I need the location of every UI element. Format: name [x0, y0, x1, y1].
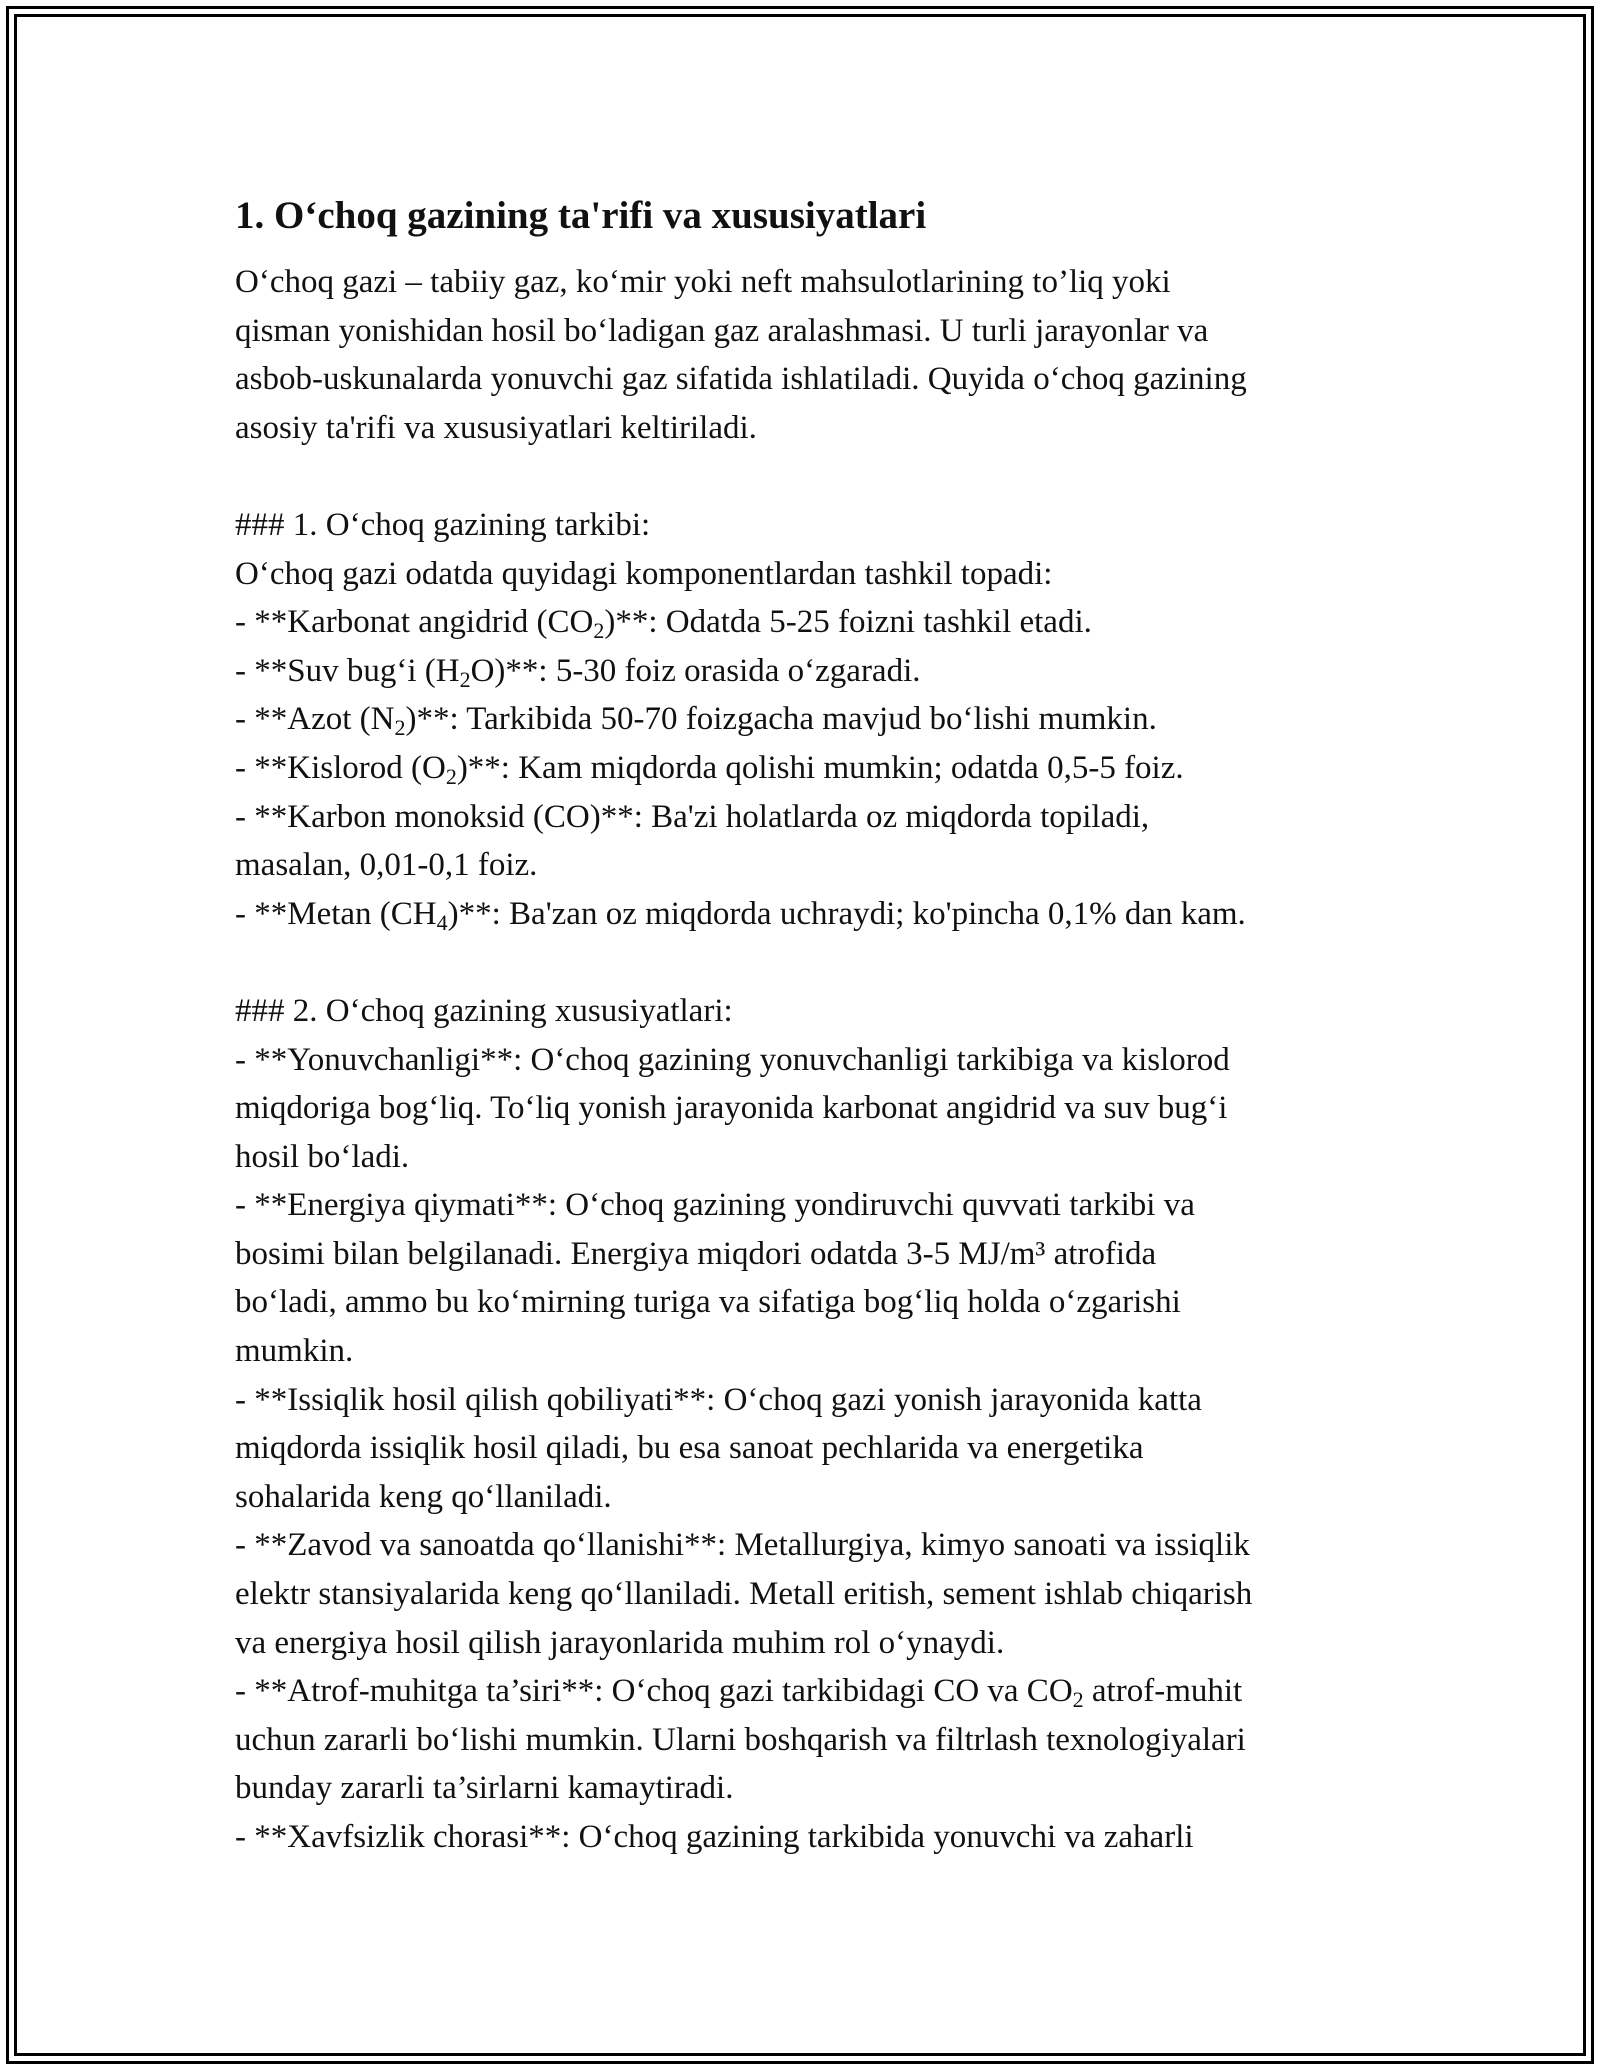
text-line: miqdoriga bog‘liq. To‘liq yonish jarayonida karbonat angidrid va suv bug‘i	[235, 1090, 1228, 1127]
list-item-environment: - **Atrof-muhitga ta’siri**: O‘choq gazi tarkibidagi CO va $CO_2$ atrof-muhit	[235, 1673, 1243, 1713]
list-item-industry: - **Zavod va sanoatda qo‘llanishi**: Metallurgiya, kimyo sanoati va issiqlik	[235, 1527, 1250, 1564]
text-line: qisman yonishidan hosil bo‘ladigan gaz aralashmasi. U turli jarayonlar va	[235, 312, 1209, 349]
text-line: O‘choq gazi odatda quyidagi komponentlardan tashkil topadi:	[235, 555, 1053, 592]
text-line: va energiya hosil qilish jarayonlarida muhim rol o‘ynaydi.	[235, 1624, 1005, 1661]
list-item-heat: - **Issiqlik hosil qilish qobiliyati**: O‘choq gazi yonish jarayonida katta	[235, 1381, 1202, 1418]
text-line: mumkin.	[235, 1333, 354, 1370]
text-line: miqdorda issiqlik hosil qiladi, bu esa sanoat pechlarida va energetika	[235, 1430, 1144, 1467]
list-item-flammability: - **Yonuvchanligi**: O‘choq gazining yonuvchanligi tarkibiga va kislorod	[235, 1041, 1230, 1078]
text-line: O‘choq gazi – tabiiy gaz, ko‘mir yoki neft mahsulotlarining to’liq yoki	[235, 264, 1171, 300]
document-body	[235, 186, 1375, 1862]
text-line: uchun zararli bo‘lishi mumkin. Ularni boshqarish va filtrlash texnologiyalari	[235, 1721, 1246, 1758]
blank-line	[235, 938, 1375, 987]
section-heading: ### 1. O‘choq gazining tarkibi:	[235, 506, 651, 543]
section-heading: ### 2. O‘choq gazining xususiyatlari:	[235, 992, 733, 1029]
text-line: bosimi bilan belgilanadi. Energiya miqdori odatda 3-5 MJ/m³ atrofida	[235, 1235, 1157, 1272]
text-line: elektr stansiyalarida keng qo‘llaniladi. Metall eritish, sement ishlab chiqarish	[235, 1576, 1253, 1613]
text-line: sohalarida keng qo‘llaniladi.	[235, 1478, 612, 1515]
list-item-h2o: - **Suv bug‘i $(H_2O)**$: 5-30 foiz orasida o‘zgaradi.	[235, 652, 921, 692]
text-line: masalan, 0,01-0,1 foiz.	[235, 847, 538, 884]
list-item-safety: - **Xavfsizlik chorasi**: O‘choq gazining tarkibida yonuvchi va zaharli	[235, 1819, 1194, 1855]
list-item-o2: - **Kislorod $(O_2)**$: Kam miqdorda qolishi mumkin; odatda 0,5-5 foiz.	[235, 749, 1184, 789]
list-item-energy: - **Energiya qiymati**: O‘choq gazining yondiruvchi quvvati tarkibi va	[235, 1187, 1195, 1224]
list-item-n2: - **Azot $(N_2)**$: Tarkibida 50-70 foizgacha mavjud bo‘lishi mumkin.	[235, 701, 1157, 741]
document-title: 1. O‘choq gazining ta'rifi va xususiyatlari	[235, 194, 927, 237]
text-line: hosil bo‘ladi.	[235, 1138, 410, 1175]
intro-paragraph	[235, 258, 1375, 452]
text-line: asbob-uskunalarda yonuvchi gaz sifatida ishlatiladi. Quyida o‘choq gazining	[235, 361, 1247, 398]
list-item-co: - **Karbon monoksid (CO)**: Ba'zi holatlarda oz miqdorda topiladi,	[235, 798, 1150, 835]
text-line: bunday zararli ta’sirlarni kamaytiradi.	[235, 1770, 734, 1807]
section-properties	[235, 987, 1375, 1862]
list-item-co2: - **Karbonat angidrid $(CO_2)**$: Odatda 5-25 foizni tashkil etadi.	[235, 604, 1092, 644]
section-composition	[235, 501, 1375, 938]
list-item-ch4: - **Metan $(CH_4)**$: Ba'zan oz miqdorda uchraydi; ko'pincha 0,1% dan kam.	[235, 895, 1246, 935]
text-line: bo‘ladi, ammo bu ko‘mirning turiga va sifatiga bog‘liq holda o‘zgarishi	[235, 1284, 1181, 1321]
text-line: asosiy ta'rifi va xususiyatlari keltiriladi.	[235, 409, 757, 446]
blank-line	[235, 452, 1375, 501]
